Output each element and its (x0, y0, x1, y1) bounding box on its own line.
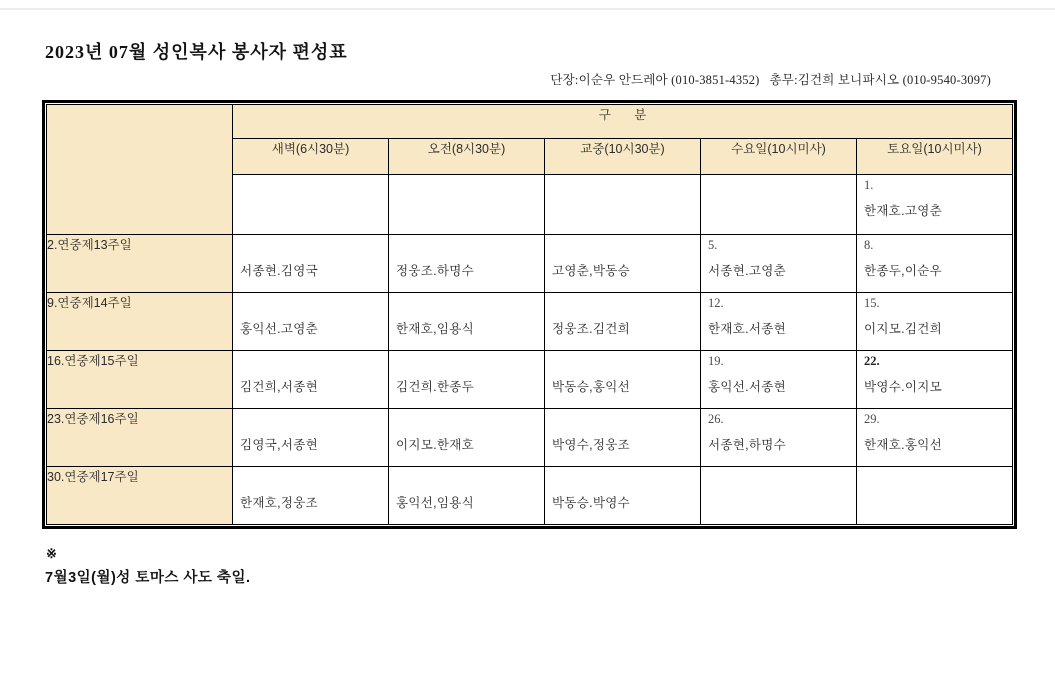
day-number (545, 409, 700, 433)
schedule-cell (389, 467, 545, 525)
schedule-cell (233, 351, 389, 409)
column-header-3: 수요일(10시미사) (701, 139, 857, 175)
schedule-cell (389, 293, 545, 351)
schedule-cell (701, 467, 857, 525)
day-number (545, 235, 700, 259)
day-number (701, 467, 856, 491)
row-label-cell: 16.연중제15주일 (47, 351, 233, 409)
day-number (701, 175, 856, 199)
footnote-reference-mark: ※ (46, 546, 57, 561)
schedule-table (46, 104, 1013, 525)
schedule-cell (389, 235, 545, 293)
schedule-cell (857, 467, 1013, 525)
volunteer-names: 김영국,서종현 (240, 438, 319, 452)
volunteer-names: 김건희,서종현 (240, 380, 319, 394)
volunteer-names: 서종현,하명수 (708, 438, 787, 452)
day-number (233, 467, 388, 491)
day-number: 29. (864, 412, 880, 426)
schedule-cell (545, 235, 701, 293)
row-label-cell: 30.연중제17주일 (47, 467, 233, 525)
day-number: 26. (708, 412, 724, 426)
volunteer-names: 이지모.김건희 (864, 322, 943, 336)
volunteer-names: 박영수.이지모 (864, 380, 943, 394)
schedule-cell (545, 175, 701, 235)
schedule-cell (389, 409, 545, 467)
schedule-cell (389, 175, 545, 235)
table-row (47, 235, 1013, 293)
day-number (389, 467, 544, 491)
day-number (233, 235, 388, 259)
schedule-cell (701, 235, 857, 293)
schedule-cell (545, 293, 701, 351)
volunteer-names (701, 491, 856, 493)
volunteer-names: 한재호,임용식 (396, 322, 475, 336)
volunteer-names (233, 199, 388, 201)
schedule-cell (857, 351, 1013, 409)
volunteer-names (389, 199, 544, 201)
day-number (389, 235, 544, 259)
volunteer-names: 정웅조.김건희 (552, 322, 631, 336)
day-number (545, 467, 700, 491)
schedule-cell (545, 409, 701, 467)
row-label-cell: 23.연중제16주일 (47, 409, 233, 467)
day-number: 12. (708, 296, 724, 310)
day-number (389, 175, 544, 199)
column-header-0: 새벽(6시30분) (233, 139, 389, 175)
schedule-cell (701, 293, 857, 351)
schedule-cell (545, 351, 701, 409)
table-row (47, 351, 1013, 409)
page-title: 2023년 07월 성인복사 봉사자 편성표 (45, 42, 348, 62)
volunteer-names: 박동승,홍익선 (552, 380, 631, 394)
volunteer-names: 이지모.한재호 (396, 438, 475, 452)
group-header-cell: 구 분 (233, 105, 1013, 139)
volunteer-names: 홍익선,임용식 (396, 496, 475, 510)
footnote-text: 7월3일(월)성 토마스 사도 축일. (45, 570, 251, 586)
schedule-cell (857, 293, 1013, 351)
row-label-cell: 9.연중제14주일 (47, 293, 233, 351)
volunteer-names: 홍익선.서종현 (708, 380, 787, 394)
day-number (233, 293, 388, 317)
table-corner-cell (47, 105, 233, 235)
column-header-2: 교중(10시30분) (545, 139, 701, 175)
day-number: 19. (708, 354, 724, 368)
day-number (545, 175, 700, 199)
day-number: 1. (864, 178, 874, 192)
schedule-cell (233, 409, 389, 467)
schedule-cell (233, 175, 389, 235)
volunteer-names (545, 199, 700, 201)
row-label-cell: 2.연중제13주일 (47, 235, 233, 293)
volunteer-names: 김건희.한종두 (396, 380, 475, 394)
volunteer-names: 홍익선.고영춘 (240, 322, 319, 336)
schedule-cell (701, 175, 857, 235)
schedule-cell (233, 293, 389, 351)
volunteer-names (701, 199, 856, 201)
schedule-cell (545, 467, 701, 525)
day-number: 8. (864, 238, 874, 252)
schedule-cell (857, 235, 1013, 293)
table-row (47, 409, 1013, 467)
schedule-cell (389, 351, 545, 409)
day-number: 15. (864, 296, 880, 310)
volunteer-names: 한재호,정웅조 (240, 496, 319, 510)
day-number (389, 351, 544, 375)
volunteer-names: 한종두,이순우 (864, 264, 943, 278)
schedule-table-frame (42, 100, 1017, 529)
schedule-cell (857, 175, 1013, 235)
volunteer-names: 한재호.서종현 (708, 322, 787, 336)
top-divider-line (0, 8, 1055, 10)
day-number: 22. (864, 354, 880, 368)
schedule-cell (701, 351, 857, 409)
day-number (233, 409, 388, 433)
day-number (389, 409, 544, 433)
day-number (233, 175, 388, 199)
day-number: 5. (708, 238, 718, 252)
day-number (545, 351, 700, 375)
volunteer-names (857, 491, 1012, 493)
volunteer-names: 고영춘,박동승 (552, 264, 631, 278)
volunteer-names: 서종현.김영국 (240, 264, 319, 278)
volunteer-names: 한재호.고영춘 (864, 204, 943, 218)
volunteer-names: 박영수,정웅조 (552, 438, 631, 452)
schedule-cell (233, 235, 389, 293)
column-header-1: 오전(8시30분) (389, 139, 545, 175)
schedule-cell (233, 467, 389, 525)
volunteer-names: 서종현.고영춘 (708, 264, 787, 278)
day-number (545, 293, 700, 317)
volunteer-names: 한재호.홍익선 (864, 438, 943, 452)
day-number (233, 351, 388, 375)
volunteer-names: 박동승.박영수 (552, 496, 631, 510)
day-number (857, 467, 1012, 491)
volunteer-names: 정웅조.하명수 (396, 264, 475, 278)
column-header-4: 토요일(10시미사) (857, 139, 1013, 175)
table-row (47, 293, 1013, 351)
schedule-cell (857, 409, 1013, 467)
table-row (47, 467, 1013, 525)
schedule-cell (701, 409, 857, 467)
contact-info-line: 단장:이순우 안드레아 (010-3851-4352) 총무:김건희 보니파시오 (010-9540-3097) (550, 73, 991, 87)
day-number (389, 293, 544, 317)
